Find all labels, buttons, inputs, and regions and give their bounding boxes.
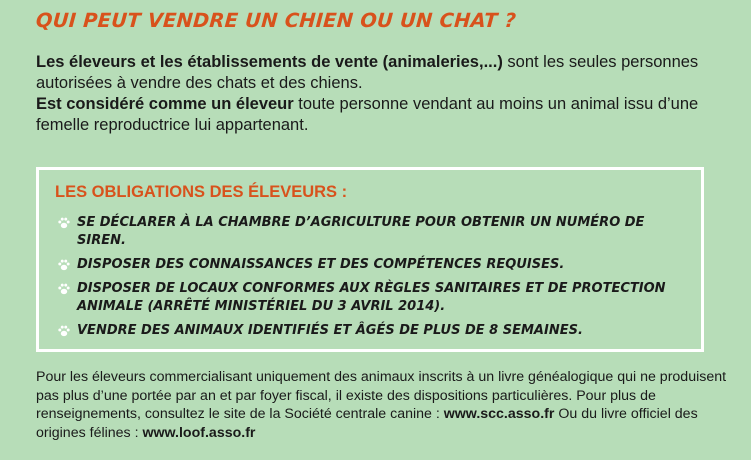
footer-text-part1: Pour les éleveurs commercialisant uniquement des animaux inscrits à un livre généalogique qui ne produisent pas plus d’une portée par an et par foyer fiscal, il existe des dispositions particulières. Pour plus de renseignements, consultez le site de la Société centrale canine : [36, 369, 727, 422]
list-item [55, 280, 685, 316]
obligation-text: DISPOSER DES CONNAISSANCES ET DES COMPÉTENCES REQUISES. [77, 257, 565, 272]
paw-icon [55, 282, 73, 296]
obligations-list [55, 214, 685, 346]
intro-rest-sellers: sont les seules personnes autorisées à vendre des chats et des chiens. [36, 53, 699, 92]
obligation-text: SE DÉCLARER À LA CHAMBRE D’AGRICULTURE POUR OBTENIR UN NUMÉRO DE SIREN. [77, 215, 645, 248]
list-item [55, 214, 685, 250]
footer-text [36, 368, 736, 442]
paw-icon [55, 258, 73, 272]
obligations-box [36, 167, 704, 352]
intro-rest-breeder: toute personne vendant au moins un animal issu d’une femelle reproductrice lui appartenant. [36, 95, 699, 134]
intro-paragraph-sellers [36, 52, 736, 94]
obligation-text: VENDRE DES ANIMAUX IDENTIFIÉS ET ÂGÉS DE PLUS DE 8 SEMAINES. [77, 323, 583, 338]
intro-bold-breeder: Est considéré comme un éleveur [36, 95, 294, 113]
list-item [55, 256, 685, 274]
intro-paragraph-breeder [36, 94, 736, 136]
obligations-title: LES OBLIGATIONS DES ÉLEVEURS : [55, 183, 348, 201]
intro-bold-sellers: Les éleveurs et les établissements de vente (animaleries,...) [36, 53, 503, 71]
intro-text [36, 52, 736, 136]
footer-text-part2: Ou du livre officiel des origines félines : [36, 406, 698, 441]
obligation-text: DISPOSER DE LOCAUX CONFORMES AUX RÈGLES SANITAIRES ET DE PROTECTION ANIMALE (ARRÊTÉ MINISTÉRIEL DU 3 AVRIL 2014). [77, 281, 666, 314]
list-item [55, 322, 685, 340]
page-title: QUI PEUT VENDRE UN CHIEN OU UN CHAT ? [35, 9, 517, 32]
scc-link[interactable]: www.scc.asso.fr [443, 406, 555, 422]
loof-link[interactable]: www.loof.asso.fr [142, 424, 256, 441]
paw-icon [55, 324, 73, 338]
paw-icon [55, 216, 73, 230]
